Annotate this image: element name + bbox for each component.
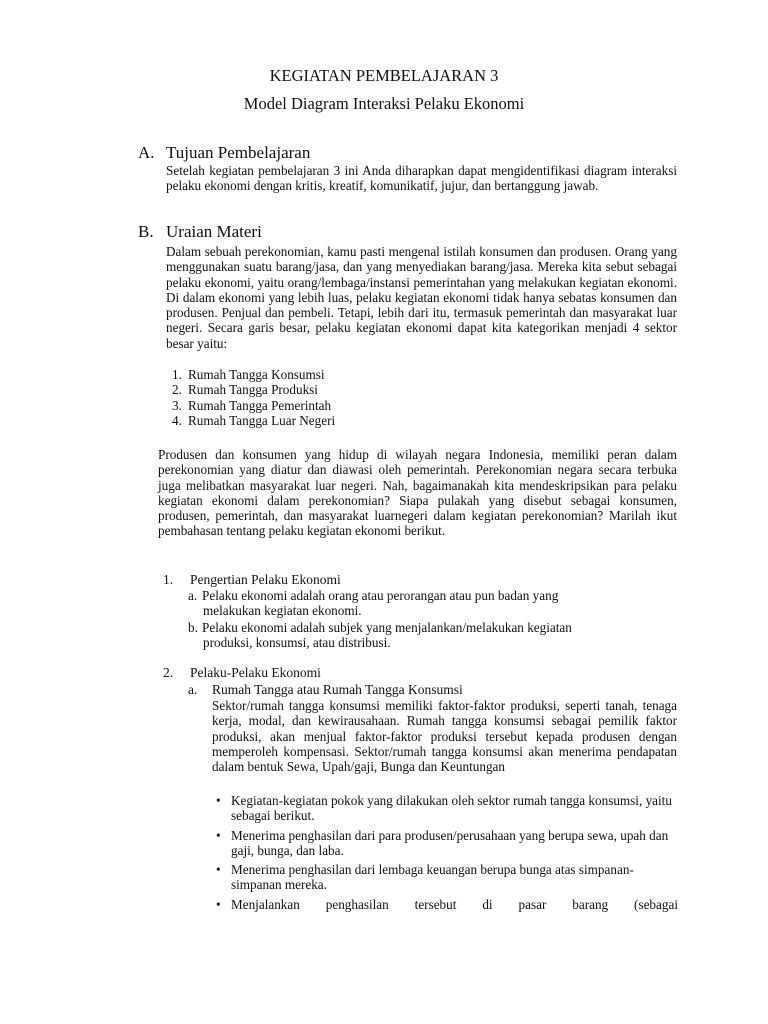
bullet-list (214, 793, 678, 916)
page-title: KEGIATAN PEMBELAJARAN 3 (269, 66, 499, 85)
section-b-title: Uraian Materi (166, 222, 262, 241)
sector-list (172, 367, 335, 429)
list-item: 4. Rumah Tangga Luar Negeri (172, 413, 336, 429)
section-a-heading (138, 143, 310, 163)
section-b-intro: Dalam sebuah perekonomian, kamu pasti mengenal istilah konsumen dan produsen. Orang yang menggunakan suatu barang/jasa, dan yang menyediakan barang/jasa. Mereka kita sebut sebagai pelaku ekonomi, yaitu orang/lembaga/instansi pemerintahan yang melakukan kegiatan ekonomi. Di dalam ekonomi yang lebih luas, pelaku kegiatan ekonomi tidak hanya sebatas konsumen dan produsen. Penjual dan pembeli. Tetapi, lebih dari itu, termasuk pemerintah dan masyarakat luar negeri. Secara garis besar, pelaku kegiatan ekonomi dapat kita kategorikan menjadi 4 sektor besar yaitu: (166, 244, 677, 351)
list-item: 3. Rumah Tangga Pemerintah (172, 397, 332, 413)
section-b-heading (138, 222, 262, 242)
part-2-heading: 2. Pelaku-Pelaku Ekonomi (163, 665, 321, 680)
list-item: • Menjalankan penghasilan tersebut di pasar barang (sebagai (216, 896, 678, 912)
list-item: • Menerima penghasilan dari para produsen/perusahaan yang berupa sewa, upah dan gaji, bunga, dan laba. (216, 827, 669, 858)
list-item: • Menerima penghasilan dari lembaga keuangan berupa bunga atas simpanan-simpanan mereka. (216, 862, 634, 893)
part-2-sub-heading: a. Rumah Tangga atau Rumah Tangga Konsumsi (188, 682, 463, 697)
list-item: 2. Rumah Tangga Produksi (172, 382, 318, 398)
page-subtitle: Model Diagram Interaksi Pelaku Ekonomi (243, 94, 525, 113)
list-item: 1. Rumah Tangga Konsumsi (172, 367, 325, 382)
section-b-paragraph-2: Produsen dan konsumen yang hidup di wilayah negara Indonesia, memiliki peran dalam perekonomian yang diatur dan diawasi oleh pemerintah. Perekonomian negara secara terbuka juga melibatkan masyarakat luar negeri. Nah, bagaimanakah kita mendeskripsikan para pelaku kegiatan ekonomi dalam perekonomian? Siapa pulakah yang disebut sebagai konsumen, produsen, pemerintah, dan masyarakat luarnegeri dalam kegiatan perekonomian? Marilah ikut pembahasan tentang pelaku kegiatan ekonomi berikut. (158, 447, 677, 539)
section-a-text: Setelah kegiatan pembelajaran 3 ini Anda diharapkan dapat mengidentifikasi diagram interaksi pelaku ekonomi dengan kritis, kreatif, komunikatif, jujur, dan bertanggung jawab. (166, 163, 677, 194)
section-b-letter: B. (138, 222, 154, 241)
part-2-sub-text: Sektor/rumah tangga konsumsi memiliki faktor-faktor produksi, seperti tanah, tenaga kerja, modal, dan kewirausahaan. Rumah tangga konsumsi sebagai pemilik faktor produksi, akan menjual faktor-faktor produksi tersebut kepada produsen dengan memperoleh kompensasi. Sektor/rumah tangga konsumsi akan menerima pendapatan dalam bentuk Sewa, Upah/gaji, Bunga dan Keuntungan (212, 698, 677, 775)
part-1-item-a: a. Pelaku ekonomi adalah orang atau perorangan atau pun badan yang melakukan kegiatan ekonomi. (188, 588, 559, 619)
part-1-heading: 1. Pengertian Pelaku Ekonomi (163, 572, 341, 587)
part-1-item-b: b. Pelaku ekonomi adalah subjek yang menjalankan/melakukan kegiatan produksi, konsumsi, atau distribusi. (188, 620, 572, 651)
list-item: • Kegiatan-kegiatan pokok yang dilakukan oleh sektor rumah tangga konsumsi, yaitu sebagai berikut. (216, 793, 672, 824)
section-a-title: Tujuan Pembelajaran (166, 143, 311, 162)
section-a-letter: A. (138, 143, 155, 162)
